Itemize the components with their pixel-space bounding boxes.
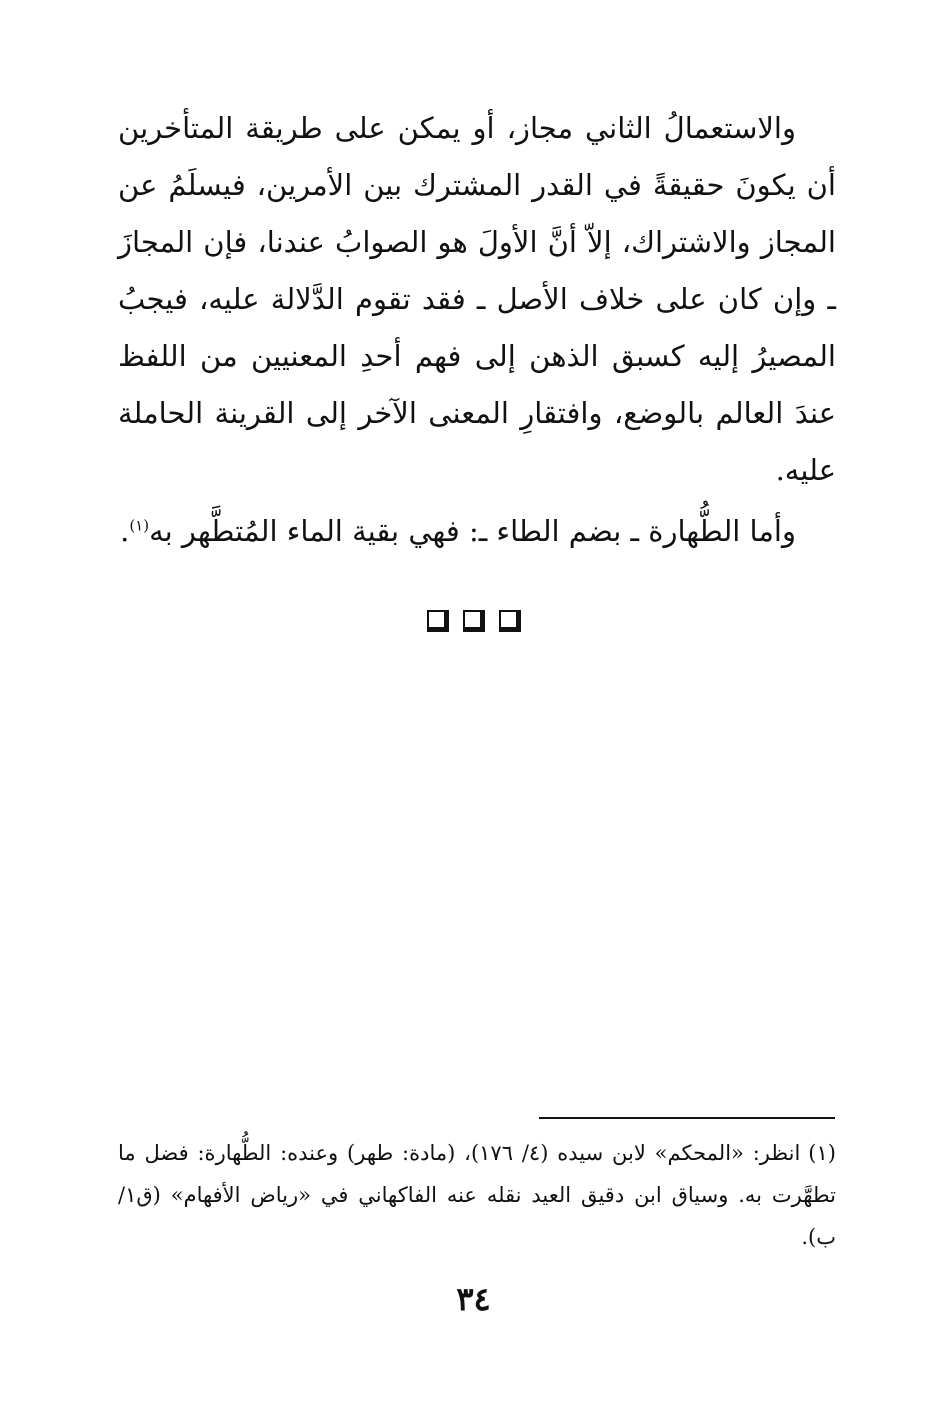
- footnote-number: (١): [808, 1141, 836, 1165]
- paragraph: والاستعمالُ الثاني مجاز، أو يمكن على طريقة المتأخرين أن يكونَ حقيقةً في القدر المشترك بين الأمرين، فيسلَمُ عن المجاز والاشتراك، إلاّ أنَّ الأولَ هو الصوابُ عندنا، فإن المجازَ ـ وإن كان على خلاف الأصل ـ فقد تقوم الدَّلالة عليه، فيجبُ المصيرُ إليه كسبق الذهن إلى فهم أحدِ المعنيين من اللفظ عندَ العالم بالوضع، وافتقارِ المعنى الآخر إلى القرينة الحاملة عليه.: [118, 111, 836, 487]
- footnote: [118, 1132, 836, 1258]
- square-ornament-icon: [499, 610, 521, 632]
- square-ornament-icon: [427, 610, 449, 632]
- main-text: [118, 100, 836, 560]
- footnote-paragraph: [118, 1132, 836, 1258]
- square-ornament-icon: [463, 610, 485, 632]
- paragraph-end: .: [120, 514, 130, 548]
- footnote-text: انظر: «المحكم» لابن سيده (٤/ ١٧٦)، (مادة: طهر) وعنده: الطُّهارة: فضل ما تطهَّرت به. وسياق ابن دقيق العيد نقله عنه الفاكهاني في «رياض الأفهام» (ق١/ ب).: [118, 1141, 836, 1249]
- footnote-separator: [539, 1117, 835, 1119]
- section-divider-ornament: [0, 610, 947, 632]
- footnote-reference: (١): [129, 516, 150, 535]
- paragraph-text: وأما الطُّهارة ـ بضم الطاء ـ: فهي بقية الماء المُتطَّهر به: [149, 514, 796, 548]
- page-number: ٣٤: [456, 1280, 491, 1318]
- paragraph: [118, 503, 836, 560]
